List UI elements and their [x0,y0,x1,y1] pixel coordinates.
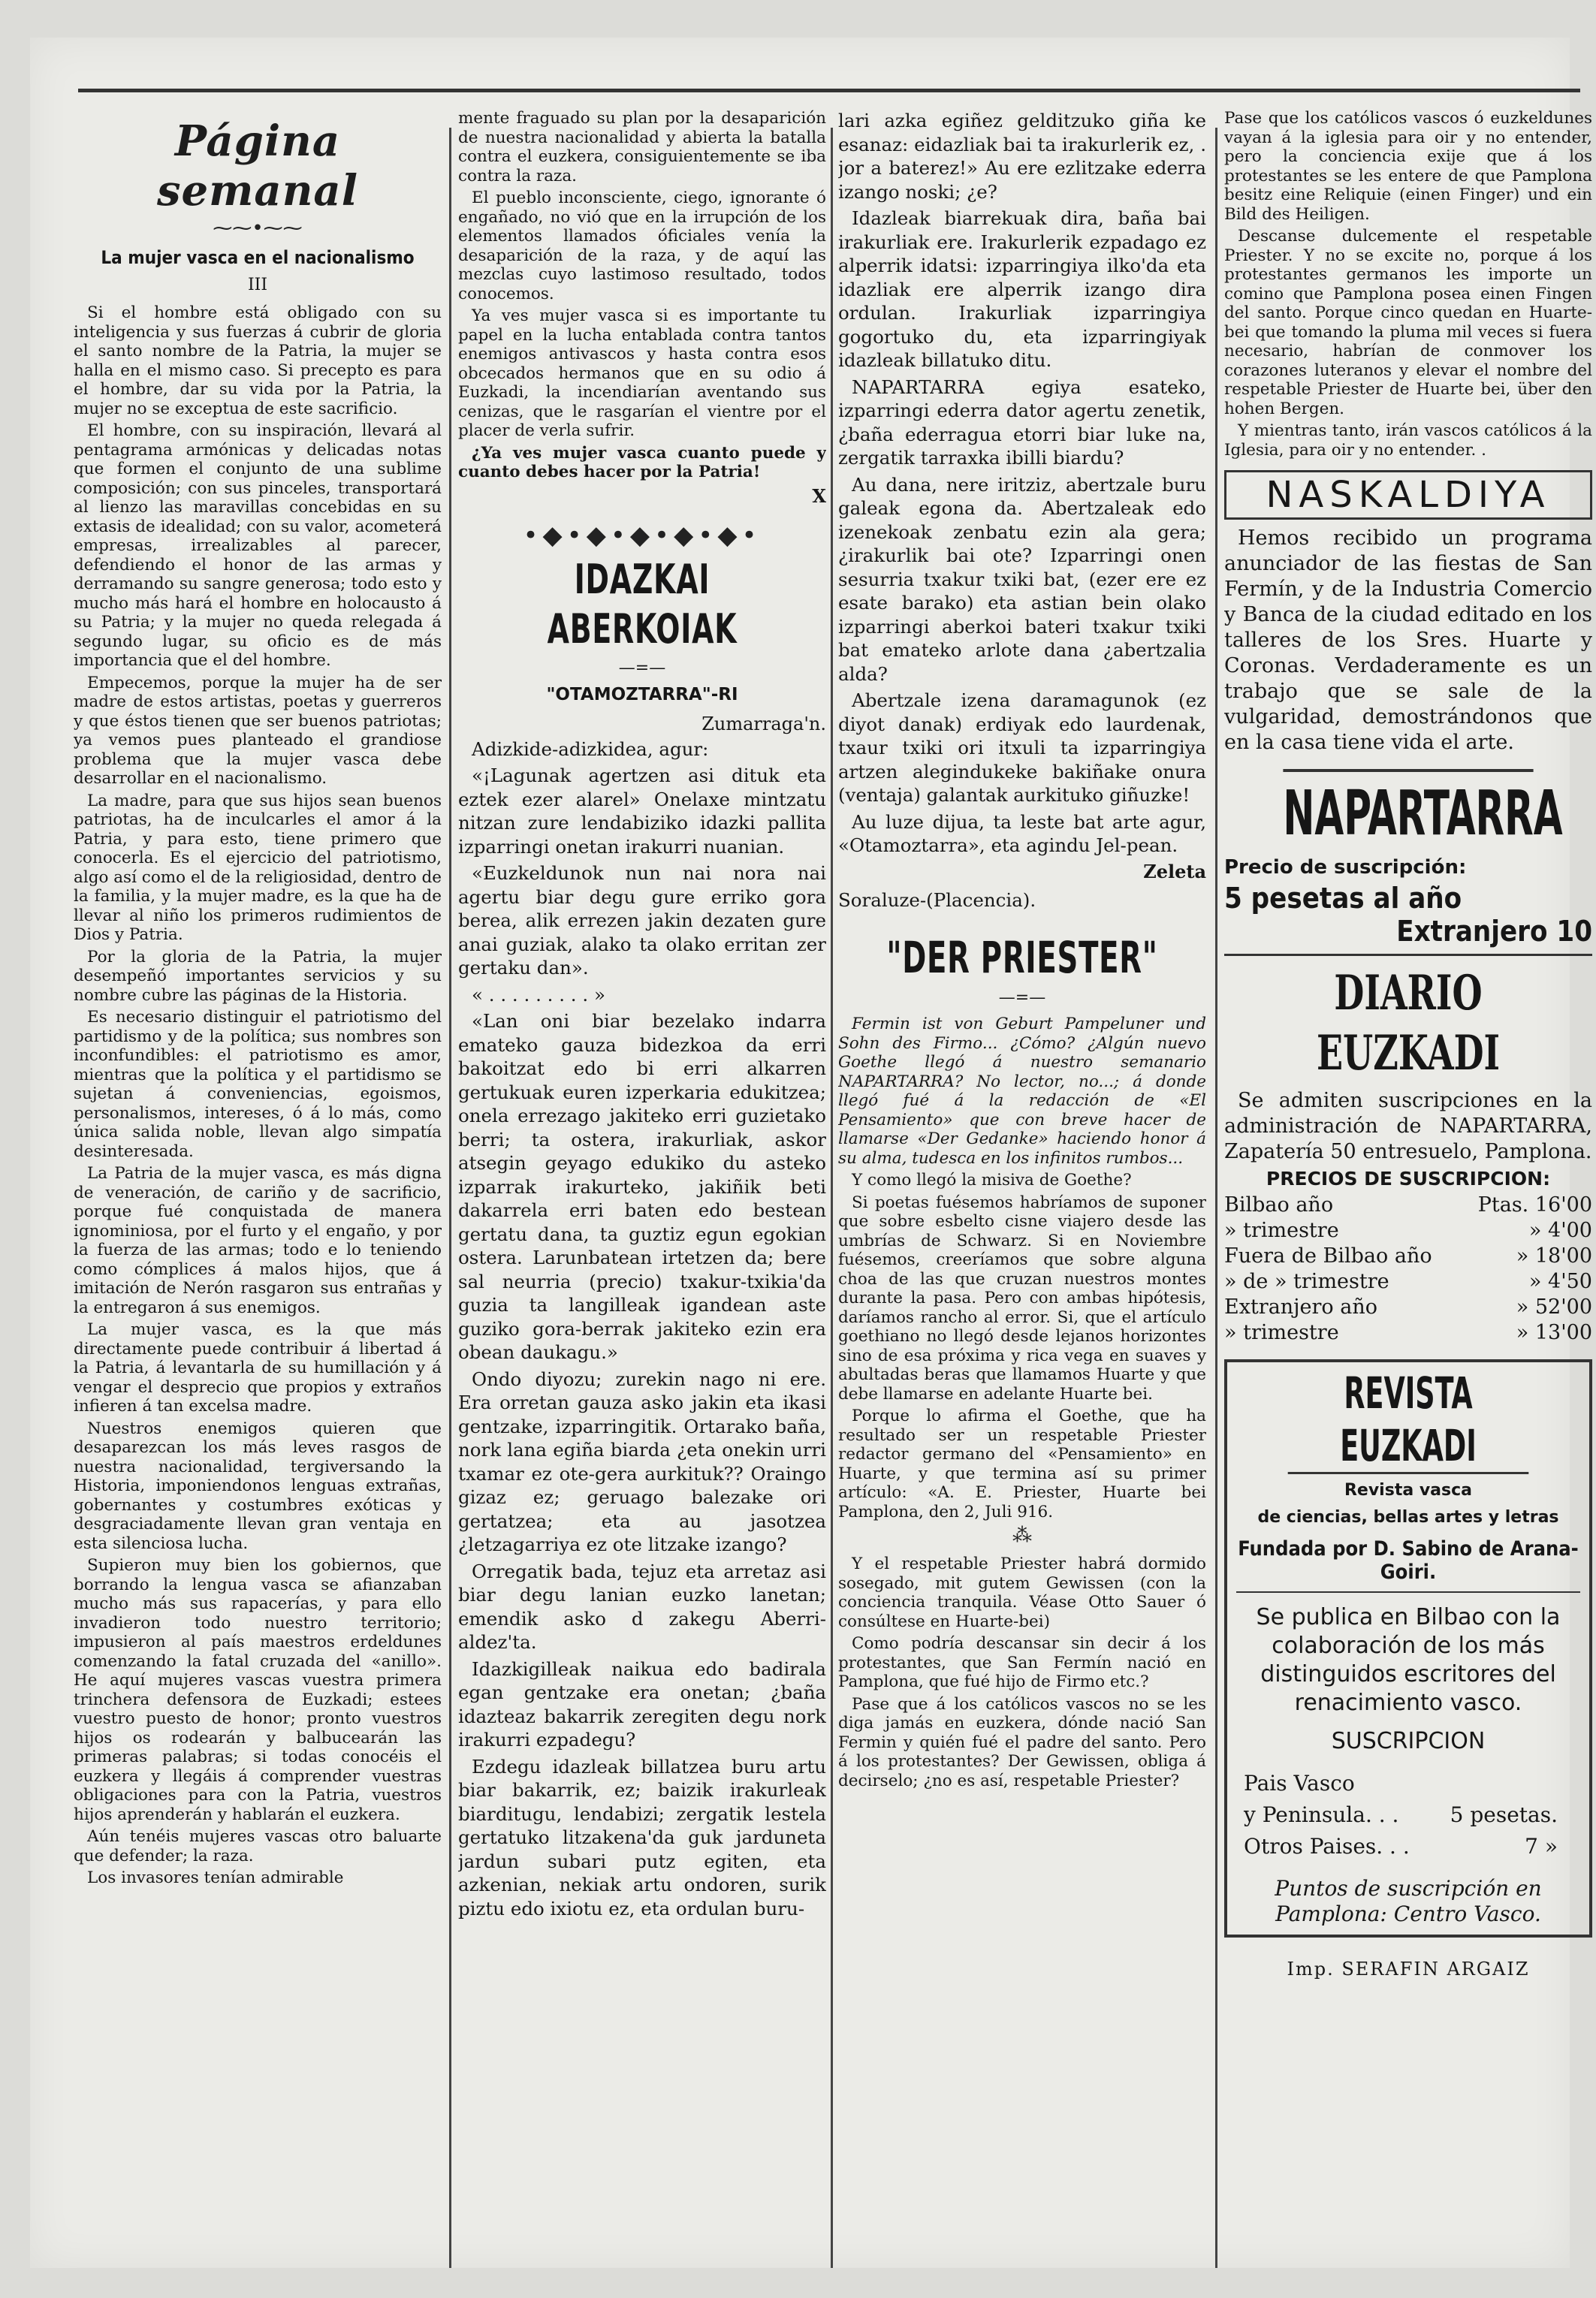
price-label: » de » trimestre [1224,1270,1389,1293]
paragraph: Y el respetable Priester habrá dormido sosegado, mit gutem Gewissen (con la conciencia tranquila. Véase Otto Sauer ó consúltese en Huarte-bei) [838,1555,1206,1631]
revista-euzkadi-box [1224,1359,1592,1938]
paragraph: Idazleak biarrekuak dira, baña bai irakurliak ere. Irakurlerik ezpadago ez alperrik idatsi: izparringiya ilko'da eta idazliak ere alperrik izango dira ordulan. Irakurliak izparringiya gogortuko du, eta izparringiyak idazleak billatuko ditu. [838,207,1206,371]
suscripcion-heading: SUSCRIPCION [1331,1728,1486,1754]
paragraph: Los invasores tenían admirable [87,1868,344,1887]
column-4 [1224,109,1592,2287]
price-currency: » [1516,1295,1529,1319]
paragraph: Ondo diyozu; zurekin nago ni ere. Era orretan gauza asko jakin eta ikasi gentzake, izparringitik. Ortarako baña, nork lana egiña biarda ¿eta onekin urri txamar ez ote-gera aurkituk?? Oraingo gizaz ez; geruago balezake ori gertatzea; eta au jasotzea ¿letzagarriya ez ote litzake izango? [458,1368,826,1555]
paragraph: El hombre, con su inspiración, llevará al pentagrama armónicas y delicadas notas que formen el conjunto de una sublime composición; con sus pinceles, transportará al lienzo las maravillas concebidas en su extasis de idealidad; con su valor, acometerá empresas, irrealizables al parecer, defendiendo el honor de las armas y derramando su sangre generosa; todo esto y mucho más hará el hombre en holocausto á su Patria; y la mujer no queda relegada á segundo lugar, su oficio es de más importancia que el del hombre. [74,421,442,670]
paragraph: Nuestros enemigos quieren que desaparezcan los más leves rasgos de nuestra nacionalidad, tergiversando la Historia, imponiendonos lenguas extrañas, gobernantes y costumbres exóticas y desgraciadamente llevan gran ventaja en esta silenciosa lucha. [74,1419,442,1553]
paragraph: «¡Lagunak agertzen asi dituk eta eztek ezer alarel» Onelaxe mintzatu nitzan zure lendabiziko idazki pallita izparringi onetan irakurri nuanian. [458,764,826,858]
imprenta-credit: Imp. SERAFIN ARGAIZ [1287,1959,1530,1980]
paragraph: Au dana, nere iritziz, abertzale buru galeak egona da. Abertzaleak edo izenekoak zenbatu ezin ala gera; ¿irakurlik bai ote? Izparringi onen sesurria txakur txiki bat, (ezer ere ez esate barako) eta astian bein olako izparringi aberkoi bateri txakur txiki bat emateko arlote dana ¿abertzalia alda? [838,473,1206,685]
puntos-suscripcion: Puntos de suscripción en Pamplona: Centro Vasco. [1275,1876,1542,1926]
price-label: Bilbao año [1224,1193,1334,1217]
paragraph: «Lan oni biar bezelako indarra emateko gauza bidezkoa da erri bakoitzat edo bi erri alkarren gertukuak euren izperkaria edukitzea; onela errezago jakiteko erri guzietako berri; ta ostera, irakurliak, askor atsegin geyago edukiko du asteko izparrak irakurteko, jakiñik beti dakarrela erri baten edo bestean gertatu dana, ta guztiz egun egokian ostera. Larunbatean irtetzen da; bere sal neurria (precio) txakur-txikia'da guzia ta langilleak igandean aste guziko gora-berrak jakiteko ezin era obean daukagu.» [458,1010,826,1363]
paragraph: «Euzkeldunok nun nai nora nai agertu biar degu gure erriko gora berea, alik errezen jakin dezaten gure anai guziak, alako ta olako erritan zer gertaku dan». [458,862,826,979]
price-currency: Ptas. [1477,1193,1529,1217]
precio-value: 5 pesetas al año [1224,882,1462,915]
sub-label: Pais Vasco [1244,1771,1355,1796]
paragraph: Adizkide-adizkidea, agur: [472,737,709,760]
paragraph: Descanse dulcemente el respetable Priester. Y no se excite no, porque á los protestantes germanos les importe un comino que Pamplona posea einen Fingen del santo. Porque cinco quedan en Huarte-bei que tomando la pluma mil veces si fuera necesario, habrían de conmover los corazones luteranos y elevar el nombre del respetable Priester de Huarte bei, über den hohen Bergen. [1224,227,1592,418]
paragraph: mente fraguado su plan por la desaparición de nuestra nacionalidad y abierta la batalla contra el euzkera, consiguientemente se iba contra la raza. [458,109,826,185]
paragraph: Si el hombre está obligado con su inteligencia y sus fuerzas á cubrir de gloria el santo nombre de la Patria, la mujer se halla en el mismo caso. Si precepto es para el hombre, dar su vida por la Patria, la mujer no se exceptua de este sacrificio. [74,303,442,418]
article-part: III [247,276,268,294]
paragraph: La mujer vasca, es la que más directamente puede contribuir á libertad á la Patria, á levantarla de su humillación y á vengar el desprecio que propios y extraños infieren á tan excelsa madre. [74,1320,442,1416]
price-label: » trimestre [1224,1321,1339,1344]
paragraph: Ya ves mujer vasca si es importante tu papel en la lucha entablada contra tantos enemigos antivascos y hasta contra esos obcecados hermanos que en su odio á Euzkadi, la incendiarían aventando sus cenizas, que le rasgarían el vientre por el placer de verla sufrir. [458,306,826,440]
rule-divider: —=— [618,658,666,677]
paragraph: Y como llegó la misiva de Goethe? [852,1171,1132,1190]
price-currency: » [1516,1321,1529,1344]
price-value: 4'50 [1548,1270,1592,1293]
paragraph: lari azka egiñez gelditzuko giña ke esanaz: eidazliak bai ta irakurlerik ez, . jor a baterez!» Au ere ezlitzake ederra izango noski; ¿e? [838,110,1206,203]
paragraph: Se admiten suscripciones en la administración de NAPARTARRA, Zapatería 50 entresuelo, Pamplona. [1224,1089,1592,1163]
paragraph: Y mientras tanto, irán vascos católicos á la Iglesia, para oir y no entender. . [1224,421,1592,460]
sub-label: y Peninsula. . . [1244,1802,1399,1827]
paragraph: Ezdegu idazleak billatzea buru artu biar bakarrik, ez; baizik irakurleak biarditugu, lendabizi; zergatik lestela gertatuko litzakena'da guk jarduneta jardun subari putz egiten, eta azkenian, nekiak artu ondoren, surik piztu edo ixiotu ez, eta ordulan buru- [458,1755,826,1920]
signature: X [812,484,826,507]
article-subtitle: "OTAMOZTARRA"-RI [546,684,738,704]
section-heading: IDAZKAI ABERKOIAK [547,555,738,653]
column-3 [838,109,1206,2272]
price-row [1224,1269,1592,1295]
paragraph: Porque lo afirma el Goethe, que ha resultado ser un respetable Priester redactor germano del «Pensamiento» en Huarte, y que termina así su primer artículo: «A. E. Priester, Huarte bei Pamplona, den 2, Juli 916. [838,1407,1206,1521]
price-label: Fuera de Bilbao año [1224,1244,1432,1268]
price-value: 52'00 [1534,1295,1592,1319]
article-subtitle: La mujer vasca en el nacionalismo [101,247,415,268]
paragraph: Como podría descansar sin decir á los protestantes, que San Fermín nació en Pamplona, que fué hijo de Firmo etc.? [838,1634,1206,1691]
price-row [1224,1320,1592,1346]
paragraph: Si poetas fuésemos habríamos de suponer que sobre esbelto cisne viajero desde las umbrías de Schwarz. Si en Noviembre fuésemos, creeríamos que sobre alguna choa de las que cruzan nuestros montes durante la pasa. Pero con ambas hipótesis, daríamos rancho al error. Si, que el artículo goethiano no llegó desde lejanos horizontes sino de esa próxima y rica vega en suaves y abultadas beras que llamamos Huarte y que debe llamarse en adelante Huarte bei. [838,1193,1206,1404]
column-divider [831,128,833,2268]
price-value: 4'00 [1548,1219,1592,1242]
precio-extranjero: Extranjero 10 [1396,915,1592,948]
subscription-row [1236,1799,1580,1831]
signature: Zeleta [1143,860,1206,882]
sub-value: 7 » [1525,1834,1558,1859]
place-line: Zumarraga'n. [701,713,826,734]
price-currency: » [1528,1270,1542,1293]
price-label: » trimestre [1224,1219,1339,1242]
price-label: Extranjero año [1224,1295,1378,1319]
top-rule [78,89,1580,92]
price-currency: » [1516,1244,1529,1268]
revista-subtitle: Revista vasca [1344,1481,1473,1500]
paragraph: El pueblo inconsciente, ciego, ignorante ó engañado, no vió que en la irrupción de los elementos llamados óficiales venía la desaparición de la raza, y de aquí las mezclas cuyo lastimoso resultado, todos conocemos. [458,188,826,303]
price-currency: » [1528,1219,1542,1242]
ornament-divider: ⁓⁓•⁓⁓ [213,217,303,240]
paragraph: Au luze dijua, ta leste bat arte agur, «Otamoztarra», eta agindu Jel-pean. [838,810,1206,856]
sub-label: Otros Paises. . . [1244,1834,1410,1859]
paragraph: NAPARTARRA egiya esateko, izparringi ederra dator agertu zenetik, ¿baña ederragua etorri biar luke na, zergatik tarraxka ibilli biardu? [838,375,1206,469]
paragraph: Fermin ist von Geburt Pampeluner und Sohn des Firmo... ¿Cómo? ¿Algún nuevo Goethe llegó á nuestro semanario NAPARTARRA? No lector, no...; á donde llegó fué á la redacción de «El Pensamiento» que con breve hacer de llamarse «Der Gedanke» haciendo honor á su alma, tudesca en los infinitos rumbos... [838,1015,1206,1168]
paragraph: « . . . . . . . . . » [472,983,605,1006]
paragraph: Es necesario distinguir el patriotismo del partidismo y de la política; sus nombres son inconfundibles: el patriotismo es amor, mientras que la política y el partidismo se sujetan á conveniencias, egoismos, personalismos, intereses, ó á lo más, como única salida noble, llevan algo simpatía desinteresada. [74,1008,442,1161]
revista-masthead: REVISTA EUZKADI [1288,1367,1529,1474]
article-body [74,303,442,1888]
column-divider [1215,128,1217,2268]
paragraph: La madre, para que sus hijos sean buenos patriotas, ha de inculcarles el amor á la Patria, y para esto, tiene primero que conocerla. Es el ejercicio del patriotismo, algo así como el de la religiosidad, dentro de la familia, y la mujer madre, es la que ha de llevar al niño los primeros rudimientos de Dios y Patria. [74,791,442,944]
paragraph: ¿Ya ves mujer vasca cuanto puede y cuanto debes hacer por la Patria! [458,443,826,481]
precio-label: Precio de suscripción: [1224,856,1467,879]
paragraph: Hemos recibido un programa anunciador de las fiestas de San Fermín, y de la Industria Comercio y Banca de la ciudad editado en los talleres de los Sres. Huarte y Coronas. Verdaderamente es un trabajo que se sale de la vulgaridad, demostrándonos que en la casa tiene vida el arte. [1224,526,1592,754]
revista-subtitle: de ciencias, bellas artes y letras [1257,1508,1559,1527]
price-value: 13'00 [1534,1321,1592,1344]
paragraph: La Patria de la mujer vasca, es más digna de veneración, de cariño y de sacrificio, porque fué conquistada de manera ignominiosa, por el furto y el engaño, y por la fuerza de las armas; todo e lo teniendo como cómplices á malos hijos, que á imitación de Nerón rasgaron sus entrañas y la entregaron á sus enemigos. [74,1164,442,1317]
sub-value: 5 pesetas. [1450,1802,1558,1827]
precios-heading: PRECIOS DE SUSCRIPCION: [1266,1168,1551,1190]
diario-euzkadi-masthead: DIARIO EUZKADI [1316,965,1501,1081]
paragraph: Empecemos, porque la mujer ha de ser madre de estos artistas, poetas y guerreros y que éstos tienen que ser buenos patriotas; ya vemos pues planteado el grandiose problema que la mujer vasca debe desarrollar en el nacionalismo. [74,673,442,788]
column-divider [449,128,451,2268]
column-2 [458,109,826,2272]
price-row [1224,1295,1592,1320]
revista-founded: Fundada por D. Sabino de Arana-Goiri. [1236,1537,1580,1593]
asterism: ⁂ [1012,1524,1032,1547]
price-row [1224,1218,1592,1244]
paragraph: Orregatik bada, tejuz eta arretaz asi biar degu lanian euzko lanetan; emendik asko d zakegu Aberri-aldez'ta. [458,1560,826,1653]
subscription-row [1236,1831,1580,1862]
napartarra-masthead: NAPARTARRA [1283,769,1533,850]
revista-body: Se publica en Bilbao con la colaboración de los más distinguidos escritores del renacimiento vasco. [1256,1604,1561,1716]
signature-place: Soraluze-(Placencia). [838,888,1036,911]
paragraph: Pase que los católicos vascos ó euzkeldunes vayan á la iglesia para oir y no entender, pero la conciencia exije que á los protestantes se les entere de que Pamplona besitz eine Reliquie (einen Finger) und ein Bild des Heiligen. [1224,109,1592,224]
paragraph: Aún tenéis mujeres vascas otro baluarte que defender; la raza. [74,1827,442,1865]
price-table [1224,1193,1592,1346]
price-value: 18'00 [1534,1244,1592,1268]
paragraph: Supieron muy bien los gobiernos, que borrando la lengua vasca se afianzaban mucho más sus rapacerías, y para ello invadieron todo nuestro territorio; impusieron al país maestros erdeldunes comenzando la fatal cruzada del «anillo». He aquí mujeres vascas vuestra primera trinchera defensora de Euzkadi; estees vuestro puesto de honor; pronto vuestros hijos os rodearán y balbucearán las primeras palabras; si todas conocéis el euzkera y llegáis á comprender vuestras obligaciones para con la Patria, vuestros hijos aprenderán y hablarán el euzkera. [74,1556,442,1824]
price-row [1224,1193,1592,1218]
newspaper-page [30,38,1592,2268]
naskaldiya-heading-box [1224,470,1592,520]
column-1 [74,109,442,2272]
section-heading: "DER PRIESTER" [886,932,1158,983]
paragraph: Abertzale izena daramagunok (ez diyot danak) erdiyak edo laurdenak, txaur txiki ori itxuli ta izparringiya artzen alegindukeke bakiñake onura (ventaja) galantak aurkituko giñuzke! [838,689,1206,806]
price-row [1224,1244,1592,1269]
paragraph: Pase que á los católicos vascos no se les diga jamás en euzkera, dónde nació San Fermin y quién fué el padre del santo. Pero á los protestantes? Der Gewissen, obliga á decirselo; ¿no es así, respetable Priester? [838,1694,1206,1790]
paragraph: Idazkigilleak naikua edo badirala egan gentzake era onetan; ¿baña idazteaz bakarrik zeregiten degu nork irakurri ezpadegu? [458,1657,826,1751]
subscription-row [1236,1768,1580,1799]
ornament-divider: •◆•◆•◆•◆•◆• [523,520,762,550]
page-title: Página semanal [157,116,358,216]
paragraph: Por la gloria de la Patria, la mujer desempeñó importantes servicios y su nombre cubre las páginas de la Historia. [74,947,442,1005]
rule-divider: —=— [998,988,1046,1007]
price-value: 16'00 [1534,1193,1592,1217]
rule-divider [1224,954,1592,956]
section-heading: NASKALDIYA [1266,474,1551,516]
